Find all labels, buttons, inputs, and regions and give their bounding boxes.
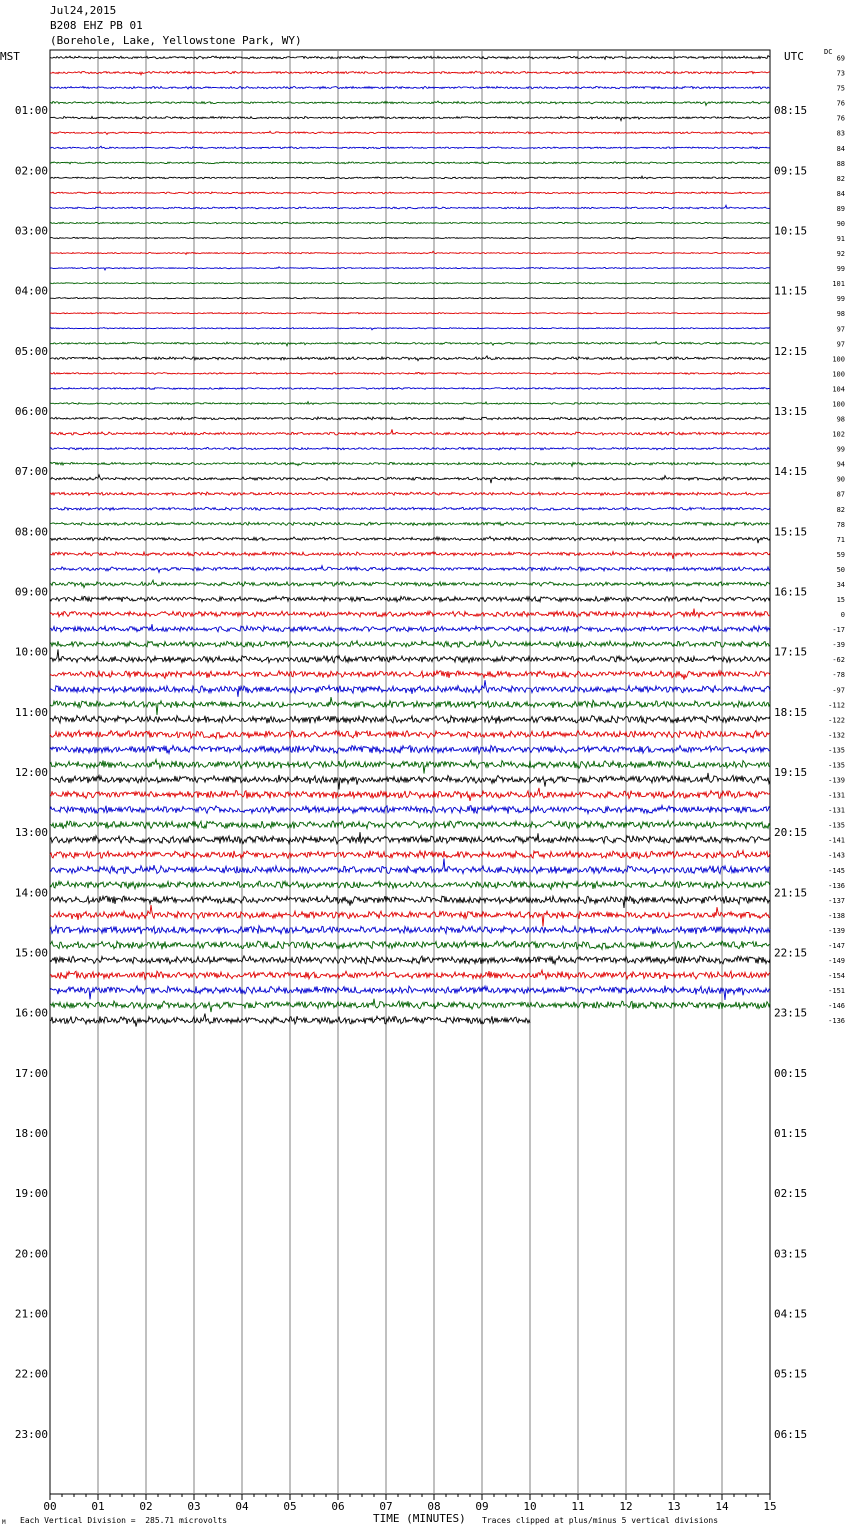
seismic-trace — [50, 522, 770, 526]
left-hour-label: 07:00 — [14, 465, 48, 479]
seismic-trace — [50, 905, 770, 926]
seismic-trace — [50, 267, 770, 270]
left-hour-label: 09:00 — [14, 585, 48, 599]
x-tick-label: 03 — [187, 1500, 201, 1513]
left-hour-label: 01:00 — [14, 104, 48, 118]
dc-offset-label: -136 — [828, 881, 845, 890]
seismic-trace — [50, 609, 770, 618]
dc-offset-label: -78 — [832, 671, 845, 680]
right-hour-label: 12:15 — [774, 344, 808, 358]
dc-offset-label: -135 — [828, 821, 845, 830]
seismic-trace — [50, 806, 770, 814]
seismic-trace — [50, 640, 770, 647]
right-hour-label: 20:15 — [774, 826, 808, 840]
right-hour-label: 09:15 — [774, 164, 808, 178]
seismic-trace — [50, 116, 770, 120]
dc-offset-label: 69 — [836, 54, 845, 63]
right-hour-label: 17:15 — [774, 645, 808, 659]
dc-offset-label: -112 — [828, 701, 845, 710]
header-location: (Borehole, Lake, Yellowstone Park, WY) — [50, 34, 302, 47]
seismic-trace — [50, 402, 770, 405]
header-date: Jul24,2015 — [50, 4, 117, 17]
seismic-trace — [50, 222, 770, 224]
right-hour-label: 16:15 — [774, 585, 808, 599]
dc-offset-label: 99 — [836, 295, 845, 304]
dc-offset-label: -122 — [828, 716, 845, 725]
seismic-trace — [50, 429, 770, 435]
left-hour-label: 13:00 — [14, 826, 48, 840]
seismic-trace — [50, 970, 770, 979]
dc-offset-label: -17 — [832, 626, 845, 635]
left-hour-label: 21:00 — [14, 1307, 48, 1321]
right-hour-label: 15:15 — [774, 525, 808, 539]
dc-offset-label: 84 — [836, 189, 845, 198]
right-hour-label: 18:15 — [774, 705, 808, 719]
seismic-trace — [50, 388, 770, 390]
right-hour-label: 21:15 — [774, 886, 808, 900]
dc-offset-label: 99 — [836, 445, 845, 454]
x-tick-label: 02 — [139, 1500, 153, 1513]
x-tick-label: 06 — [331, 1500, 345, 1513]
dc-offset-label: -139 — [828, 776, 845, 785]
dc-offset-label: -141 — [828, 836, 845, 845]
dc-offset-label: -132 — [828, 731, 845, 740]
x-tick-label: 12 — [619, 1500, 633, 1513]
seismic-trace — [50, 447, 770, 450]
x-axis-title: TIME (MINUTES) — [373, 1512, 466, 1525]
dc-offset-label: -151 — [828, 987, 845, 996]
seismic-trace — [50, 356, 770, 361]
x-tick-label: 13 — [667, 1500, 681, 1513]
right-hour-label: 02:15 — [774, 1187, 808, 1201]
left-hour-label: 06:00 — [14, 405, 48, 418]
x-tick-label: 07 — [379, 1500, 393, 1513]
right-hour-label: 22:15 — [774, 946, 808, 960]
right-hour-label: 11:15 — [774, 284, 808, 298]
dc-offset-label: 92 — [836, 250, 845, 259]
dc-offset-label: 87 — [836, 490, 845, 499]
x-tick-label: 15 — [763, 1500, 777, 1513]
dc-offset-label: 94 — [836, 460, 845, 469]
seismic-trace — [50, 205, 770, 209]
dc-offset-label: 82 — [836, 174, 845, 183]
seismic-trace — [50, 372, 770, 374]
seismic-trace — [50, 313, 770, 314]
seismic-trace — [50, 475, 770, 483]
seismic-trace — [50, 999, 770, 1012]
dc-offset-label: -131 — [828, 791, 845, 800]
seismic-trace — [50, 730, 770, 738]
dc-offset-label: 83 — [836, 129, 845, 138]
left-hour-label: 18:00 — [14, 1127, 48, 1140]
dc-offset-label: 76 — [836, 99, 845, 108]
dc-offset-label: 97 — [836, 340, 845, 349]
dc-offset-label: 59 — [836, 550, 845, 559]
dc-offset-label: 78 — [836, 520, 845, 529]
right-hour-label: 04:15 — [774, 1307, 808, 1321]
right-hour-label: 06:15 — [774, 1427, 808, 1441]
dc-offset-label: 101 — [832, 280, 845, 289]
seismic-trace — [50, 131, 770, 134]
seismic-trace — [50, 251, 770, 254]
dc-offset-label: 89 — [836, 204, 845, 213]
seismic-trace — [50, 773, 770, 789]
seismic-trace — [50, 537, 770, 544]
seismic-trace — [50, 671, 770, 680]
x-tick-label: 14 — [715, 1500, 729, 1513]
dc-offset-label: -131 — [828, 806, 845, 815]
x-tick-label: 05 — [283, 1500, 297, 1513]
dc-offset-label: 91 — [836, 235, 845, 244]
dc-offset-label: 98 — [836, 310, 845, 319]
dc-offset-label: -39 — [832, 641, 845, 650]
seismic-trace — [50, 237, 770, 239]
seismic-trace — [50, 176, 770, 179]
dc-offset-label: -137 — [828, 896, 845, 905]
dc-offset-label: 76 — [836, 114, 845, 123]
dc-offset-label: -149 — [828, 957, 845, 966]
left-hour-label: 12:00 — [14, 766, 48, 779]
left-hour-label: 19:00 — [14, 1187, 48, 1201]
left-hour-label: 11:00 — [14, 705, 48, 719]
left-hour-label: 14:00 — [14, 886, 48, 900]
seismic-trace — [50, 697, 770, 715]
seismic-trace — [50, 417, 770, 420]
dc-offset-label: 34 — [836, 580, 845, 589]
dc-offset-label: 82 — [836, 505, 845, 514]
x-tick-label: 08 — [427, 1500, 441, 1513]
dc-offset-label: -147 — [828, 941, 845, 950]
right-hour-label: 14:15 — [774, 465, 808, 479]
seismic-trace — [50, 746, 770, 754]
dc-offset-label: 90 — [836, 219, 845, 228]
dc-offset-label: 0 — [840, 611, 845, 620]
clip-note: Traces clipped at plus/minus 5 vertical divisions — [482, 1516, 719, 1525]
dc-offset-label: -138 — [828, 911, 845, 920]
dc-offset-label: -97 — [832, 686, 845, 695]
left-hour-label: 23:00 — [14, 1427, 48, 1441]
seismic-trace — [50, 342, 770, 346]
seismic-trace — [50, 566, 770, 573]
seismic-trace — [50, 896, 770, 908]
seismic-trace — [50, 680, 770, 697]
seismic-trace — [50, 760, 770, 774]
dc-offset-label: 50 — [836, 565, 845, 574]
seismic-trace — [50, 56, 770, 60]
seismic-trace — [50, 716, 770, 724]
seismic-trace — [50, 507, 770, 510]
right-hour-label: 10:15 — [774, 224, 808, 238]
dc-offset-label: 97 — [836, 325, 845, 334]
dc-offset-label: -135 — [828, 746, 845, 755]
seismic-trace — [50, 327, 770, 329]
dc-offset-label: -136 — [828, 1017, 845, 1026]
seismic-trace — [50, 492, 770, 495]
left-hour-label: 17:00 — [14, 1066, 48, 1080]
dc-offset-label: 102 — [832, 430, 845, 439]
left-hour-label: 03:00 — [14, 224, 48, 238]
x-tick-label: 09 — [475, 1500, 489, 1513]
right-hour-label: 13:15 — [774, 405, 808, 418]
dc-offset-label: -139 — [828, 926, 845, 935]
seismic-trace — [50, 956, 770, 964]
right-hour-label: 19:15 — [774, 766, 808, 779]
dc-offset-label: 73 — [836, 69, 845, 78]
seismic-trace — [50, 649, 770, 662]
right-timezone-label: UTC — [784, 50, 804, 63]
seismic-trace — [50, 191, 770, 193]
dc-offset-label: 75 — [836, 84, 845, 93]
dc-offset-label: 100 — [832, 355, 845, 364]
left-hour-label: 10:00 — [14, 645, 48, 659]
dc-offset-label: -145 — [828, 866, 845, 875]
seismic-trace — [50, 162, 770, 164]
seismic-trace — [50, 71, 770, 75]
seismic-trace — [50, 788, 770, 801]
dc-offset-label: 99 — [836, 265, 845, 274]
seismic-trace — [50, 298, 770, 299]
seismic-trace — [50, 859, 770, 874]
dc-offset-label: -62 — [832, 656, 845, 665]
seismic-trace — [50, 624, 770, 632]
seismic-trace — [50, 580, 770, 587]
dc-offset-label: 84 — [836, 144, 845, 153]
seismic-trace — [50, 596, 770, 602]
left-timezone-label: MST — [0, 50, 20, 63]
dc-offset-label: 104 — [832, 385, 845, 394]
plot-frame — [50, 50, 770, 1494]
x-tick-label: 10 — [523, 1500, 537, 1513]
left-hour-label: 05:00 — [14, 344, 48, 358]
header-station: B208 EHZ PB 01 — [50, 19, 143, 32]
left-hour-label: 04:00 — [14, 284, 48, 298]
seismic-trace — [50, 986, 770, 1000]
seismic-trace — [50, 821, 770, 829]
scale-note: Each Vertical Division = 285.71 microvolts — [20, 1516, 228, 1525]
seismic-trace — [50, 283, 770, 284]
right-hour-label: 23:15 — [774, 1006, 808, 1020]
x-tick-label: 00 — [43, 1500, 57, 1513]
dc-offset-label: 71 — [836, 535, 845, 544]
seismic-trace — [50, 86, 770, 89]
left-hour-label: 15:00 — [14, 946, 48, 960]
corner-mark: M — [2, 1519, 6, 1526]
seismic-trace — [50, 146, 770, 149]
left-hour-label: 02:00 — [14, 164, 48, 178]
seismic-trace — [50, 926, 770, 934]
seismic-trace — [50, 881, 770, 890]
dc-offset-label: 100 — [832, 370, 845, 379]
right-hour-label: 05:15 — [774, 1367, 808, 1381]
x-tick-label: 04 — [235, 1500, 249, 1513]
left-hour-label: 20:00 — [14, 1247, 48, 1261]
seismic-trace — [50, 552, 770, 559]
seismic-trace — [50, 851, 770, 859]
dc-offset-header: DC — [824, 48, 833, 56]
right-hour-label: 01:15 — [774, 1127, 808, 1140]
left-hour-label: 16:00 — [14, 1006, 48, 1020]
seismic-trace — [50, 941, 770, 949]
seismic-trace — [50, 101, 770, 105]
right-hour-label: 00:15 — [774, 1066, 808, 1080]
left-hour-label: 22:00 — [14, 1367, 48, 1381]
dc-offset-label: -146 — [828, 1002, 845, 1011]
dc-offset-label: 88 — [836, 159, 845, 168]
dc-offset-label: -154 — [828, 972, 845, 981]
dc-offset-label: 98 — [836, 415, 845, 424]
dc-offset-label: -135 — [828, 761, 845, 770]
right-hour-label: 03:15 — [774, 1247, 808, 1261]
dc-offset-label: 100 — [832, 400, 845, 409]
right-hour-label: 08:15 — [774, 104, 808, 118]
x-tick-label: 01 — [91, 1500, 105, 1513]
dc-offset-label: -143 — [828, 851, 845, 860]
left-hour-label: 08:00 — [14, 525, 48, 539]
dc-offset-label: 90 — [836, 475, 845, 484]
seismic-trace — [50, 832, 770, 844]
x-tick-label: 11 — [571, 1500, 585, 1513]
dc-offset-label: 15 — [836, 596, 845, 605]
seismic-trace — [50, 462, 770, 466]
